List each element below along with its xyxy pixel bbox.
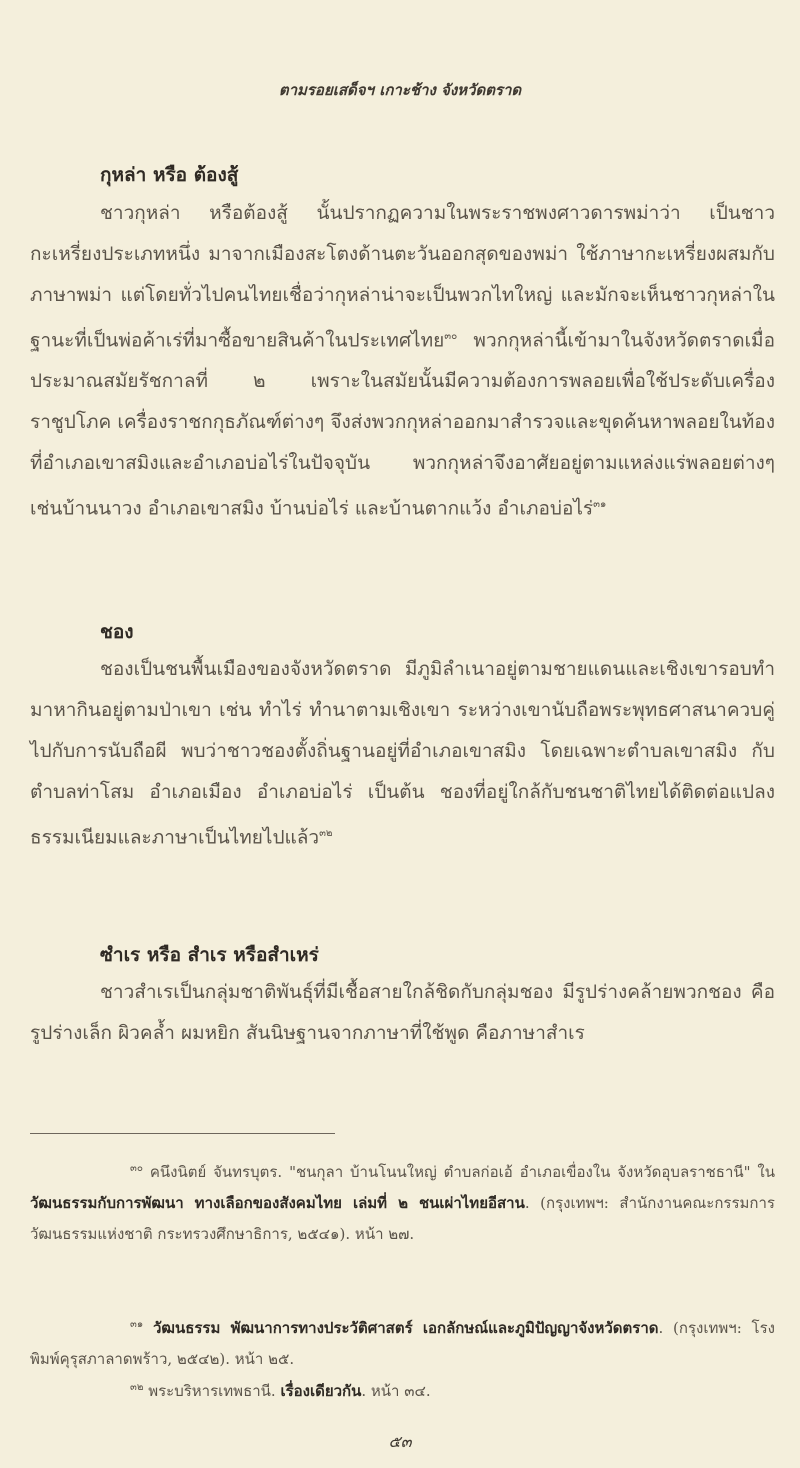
footnote-text: พระบริหารเทพธานี. xyxy=(148,1382,281,1400)
footnote xyxy=(30,1153,775,1250)
footnote-text: . (กรุงเทพฯ: โรงพิมพ์คุรุสภาลาดพร้าว, ๒๕๔๒). หน้า ๒๕. xyxy=(30,1319,775,1368)
section-paragraph xyxy=(30,193,775,530)
section-paragraph xyxy=(30,972,775,1054)
footnote-marker: ๓๑ xyxy=(130,1319,144,1330)
footnote-text: . หน้า ๓๔. xyxy=(361,1382,431,1400)
paragraph-text: ชองเป็นชนพื้นเมืองของจังหวัดตราด มีภูมิลำเนาอยู่ตามชายแดนและเชิงเขารอบทำมาหากินอยู่ตามป่าเขา เช่น ทำไร่ ทำนาตามเชิงเขา ระหว่างเขานับถือพระพุทธศาสนาควบคู่ไปกับการนับถือผี พบว่าชาวชองตั้งถิ่นฐานอยู่ที่อำเภอเขาสมิง โดยเฉพาะตำบลเขาสมิง กับตำบลท่าโสม อำเภอเมือง อำเภอบ่อไร่ เป็นต้น ชองที่อยู่ใกล้กับชนชาติไทยได้ติดต่อแปลงธรรมเนียมและภาษาเป็นไทยไปแล้ว xyxy=(30,658,775,849)
footnote-marker: ๓๐ xyxy=(130,1163,143,1174)
footnote-title: วัฒนธรรมกับการพัฒนา ทางเลือกของสังคมไทย เล่มที่ ๒ ชนเผ่าไทยอีสาน xyxy=(30,1194,525,1212)
section-paragraph xyxy=(30,649,775,858)
footnote xyxy=(30,1372,775,1407)
footnote-divider xyxy=(30,1133,335,1134)
paragraph-text: ชาวกุหล่า หรือต้องสู้ นั้นปรากฏความในพระราชพงศาวดารพม่าว่า เป็นชาวกะเหรี่ยงประเภทหนึ่ง มาจากเมืองสะโตงด้านตะวันออกสุดของพม่า ใช้ภาษากะเหรี่ยงผสมกับภาษาพม่า แต่โดยทั่วไปคนไทยเชื่อว่ากุหล่าน่าจะเป็นพวกไทใหญ่ และมักจะเห็นชาวกุหล่าในฐานะที่เป็นพ่อค้าเร่ที่มาซื้อขายสินค้าในประเทศไทย xyxy=(30,202,775,352)
running-header: ตามรอยเสด็จฯ เกาะช้าง จังหวัดตราด xyxy=(278,81,522,99)
page-number: ๕๓ xyxy=(388,1432,412,1451)
footnote-marker: ๓๒ xyxy=(130,1382,144,1393)
footnote-text: คนึงนิตย์ จันทรบุตร. "ชนกุลา บ้านโนนใหญ่ ตำบลก่อเอ้ อำเภอเขื่องใน จังหวัดอุบลราชธานี" ใน xyxy=(149,1163,775,1181)
footnote-text: . (กรุงเทพฯ: สำนักงานคณะกรรมการวัฒนธรรมแห่งชาติ กระทรวงศึกษาธิการ, ๒๕๔๑). หน้า ๒๗. xyxy=(30,1194,775,1243)
footnote-ref: ๓๐ xyxy=(444,331,458,342)
section-heading: กุหล่า หรือ ต้องสู้ xyxy=(100,164,239,186)
footnote-ref: ๓๒ xyxy=(319,828,333,839)
footnote-title: เรื่องเดียวกัน xyxy=(280,1382,362,1400)
footnote-ref: ๓๑ xyxy=(593,499,607,511)
section-heading: ชอง xyxy=(100,621,134,643)
footnote-title: วัฒนธรรม พัฒนาการทางประวัติศาสตร์ เอกลักษณ์และภูมิปัญญาจังหวัดตราด xyxy=(152,1319,659,1337)
footnote xyxy=(30,1309,775,1375)
section-heading: ซำเร หรือ สำเร หรือสำเหร่ xyxy=(100,944,319,966)
paragraph-text: พวกกุหล่านี้เข้ามาในจังหวัดตราดเมื่อประมาณสมัยรัชกาลที่ ๒ เพราะในสมัยนั้นมีความต้องการพลอยเพื่อใช้ประดับเครื่องราชูปโภค เครื่องราชกกุธภัณฑ์ต่างๆ จึงส่งพวกกุหล่าออกมาสำรวจและขุดค้นหาพลอยในท้องที่อำเภอเขาสมิงและอำเภอบ่อไร่ในปัจจุบัน พวกกุหล่าจึงอาศัยอยู่ตามแหล่งแร่พลอยต่างๆ เช่นบ้านนาวง อำเภอเขาสมิง บ้านบ่อไร่ และบ้านตากแว้ง อำเภอบ่อไร่ xyxy=(30,329,775,520)
paragraph-text: ชาวสำเรเป็นกลุ่มชาติพันธุ์ที่มีเชื้อสายใกล้ชิดกับกลุ่มชอง มีรูปร่างคล้ายพวกชอง คือรูปร่างเล็ก ผิวคล้ำ ผมหยิก สันนิษฐานจากภาษาที่ใช้พูด คือภาษาสำเร xyxy=(30,981,775,1044)
